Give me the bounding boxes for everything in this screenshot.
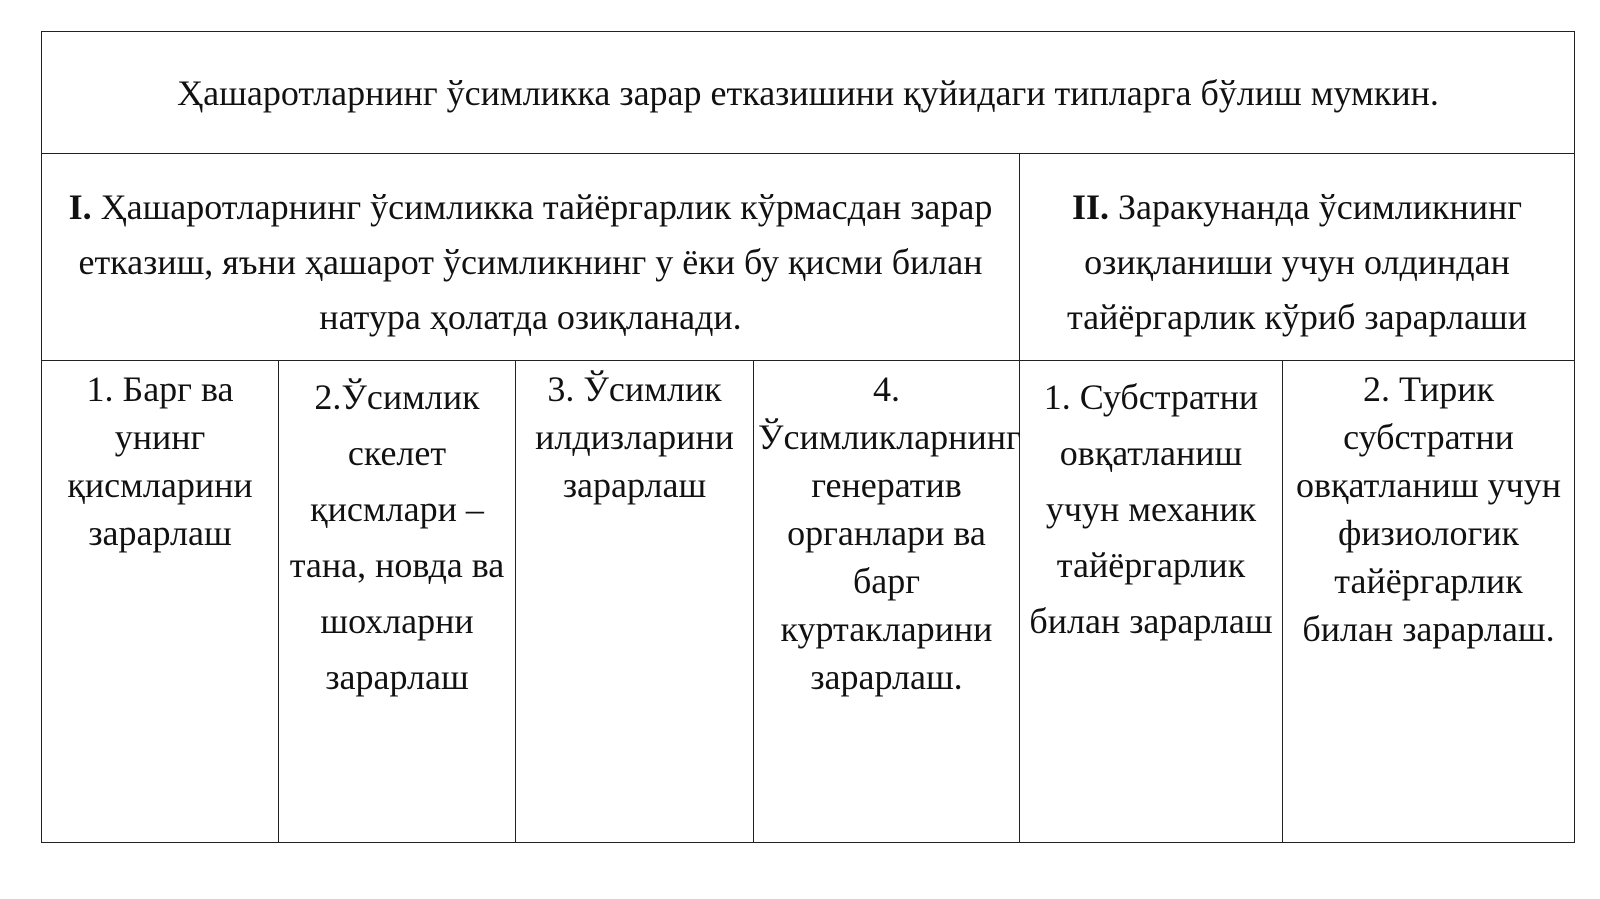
item-cell-4: 4. Ўсимликларнинг генератив органлари ва барг куртакларини зарарлаш.	[754, 361, 1020, 842]
table-title: Ҳашаротларнинг ўсимликка зарар етказишини қуйидаги типларга бўлиш мумкин.	[177, 72, 1439, 113]
item-cell-1: 1. Барг ва унинг қисмларини зарарлаш	[42, 361, 279, 842]
group-header-1	[42, 154, 1020, 360]
group-text-2: Заракунанда ўсимликнинг озиқланиши учун олдиндан тайёргарлик кўриб зарарлаши	[1066, 187, 1528, 337]
table-title-row	[42, 32, 1574, 154]
item-cell-6: 2. Тирик субстратни овқатланиш учун физиологик тайёргарлик билан зарарлаш.	[1296, 369, 1561, 649]
item-cell-5: 1. Субстратни овқатланиш учун механик тайёргарлик билан зарарлаш	[1020, 361, 1283, 842]
group-numeral-1: I.	[68, 187, 92, 227]
item-cell-2: 2.Ўсимлик скелет қисмлари – тана, новда ва шохларни зарарлаш	[279, 361, 516, 842]
item-cell-3: 3. Ўсимлик илдизларини зарарлаш	[516, 361, 754, 842]
items-row	[42, 361, 1574, 842]
classification-table	[41, 31, 1575, 843]
group-text-1: Ҳашаротларнинг ўсимликка тайёргарлик кўрмасдан зарар етказиш, яъни ҳашарот ўсимликнинг у ёки бу қисми билан натура ҳолатда озиқланади.	[78, 187, 993, 337]
group-numeral-2: II.	[1071, 187, 1109, 227]
group-header-row	[42, 154, 1574, 361]
group-header-2	[1020, 154, 1574, 360]
